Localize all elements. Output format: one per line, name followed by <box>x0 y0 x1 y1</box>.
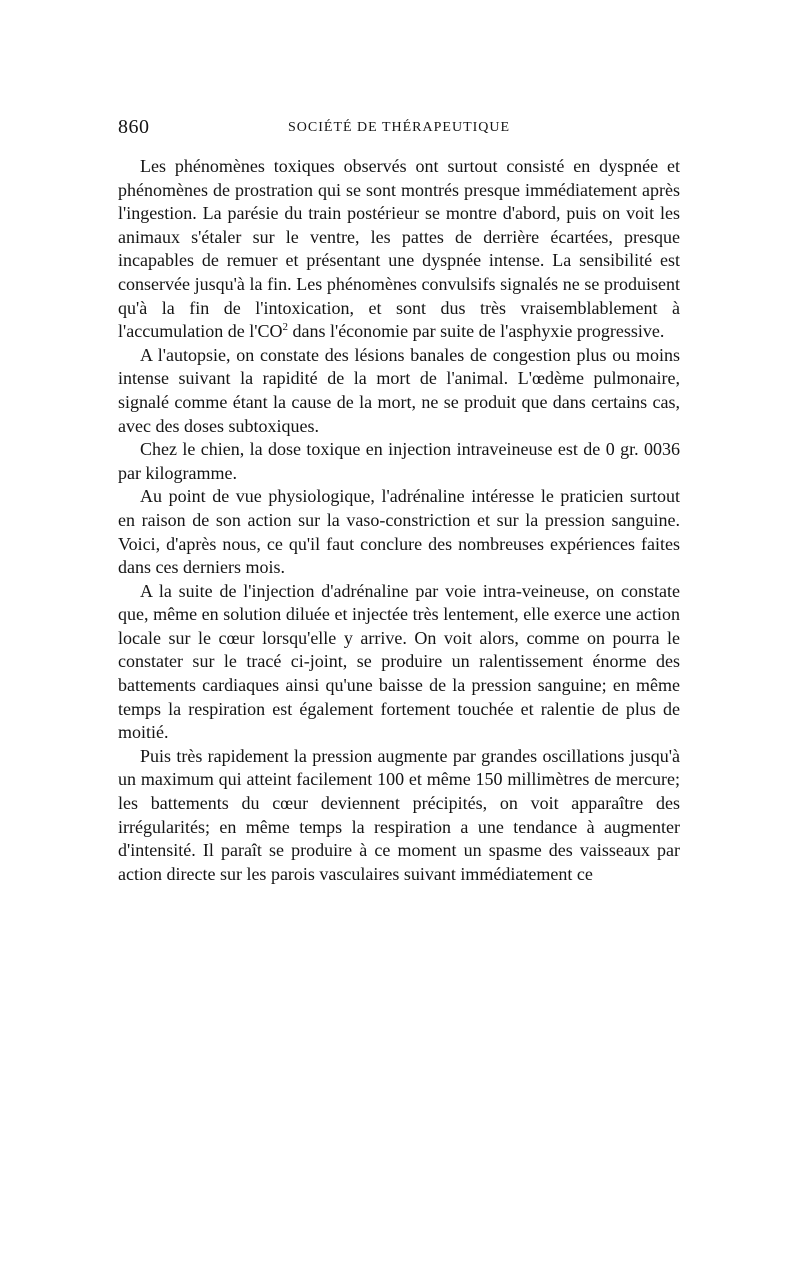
body-text <box>118 155 680 886</box>
page-number: 860 <box>118 116 150 138</box>
paragraph: Au point de vue physiologique, l'adrénaline intéresse le praticien surtout en raison de son action sur la vaso-constriction et sur la pression sanguine. Voici, d'après nous, ce qu'il faut conclure des nombreuses expériences faites dans ces derniers mois. <box>118 486 680 578</box>
paragraph: Puis très rapidement la pression augmente par grandes oscillations jusqu'à un maximum qui atteint facilement 100 et même 150 millimètres de mercure; les battements du cœur deviennent précipités, on voit apparaître des irrégularités; en même temps la respiration a une tendance à augmenter d'intensité. Il paraît se produire à ce moment un spasme des vaisseaux par action directe sur les parois vasculaires suivant immédiatement ce <box>118 745 680 884</box>
running-head: SOCIÉTÉ DE THÉRAPEUTIQUE <box>288 120 511 135</box>
paragraph: Chez le chien, la dose toxique en injection intraveineuse est de 0 gr. 0036 par kilogramme. <box>118 439 680 483</box>
paragraph <box>118 155 680 344</box>
superscript: 2 <box>282 321 288 334</box>
paragraph-text: dans l'économie par suite de l'asphyxie progressive. <box>287 321 665 342</box>
paragraph-text: Les phénomènes toxiques observés ont surtout consisté en dyspnée et phénomènes de prostration qui se sont montrés presque immédiatement après l'ingestion. La parésie du train postérieur se montre d'abord, puis on voit les animaux s'étaler sur le ventre, les pattes de derrière écartées, presque incapables de remuer et présentant une dyspnée intense. La sensibilité est conservée jusqu'à la fin. Les phénomènes convulsifs signalés ne se produisent qu'à la fin de l'intoxication, et sont dus très vraisemblablement à l'accumulation de l'CO <box>118 156 680 342</box>
page-header <box>118 116 680 140</box>
paragraph: A la suite de l'injection d'adrénaline par voie intra-veineuse, on constate que, même en solution diluée et injectée très lentement, elle exerce une action locale sur le cœur lorsqu'elle y arrive. On voit alors, comme on pourra le constater sur le tracé ci-joint, se produire un ralentissement énorme des battements cardiaques ainsi qu'une baisse de la pression sanguine; en même temps la respiration est également fortement touchée et ralentie de plus de moitié. <box>118 580 680 743</box>
paragraph: A l'autopsie, on constate des lésions banales de congestion plus ou moins intense suivant la rapidité de la mort de l'animal. L'œdème pulmonaire, signalé comme étant la cause de la mort, ne se produit que dans certains cas, avec des doses subtoxiques. <box>118 344 680 436</box>
